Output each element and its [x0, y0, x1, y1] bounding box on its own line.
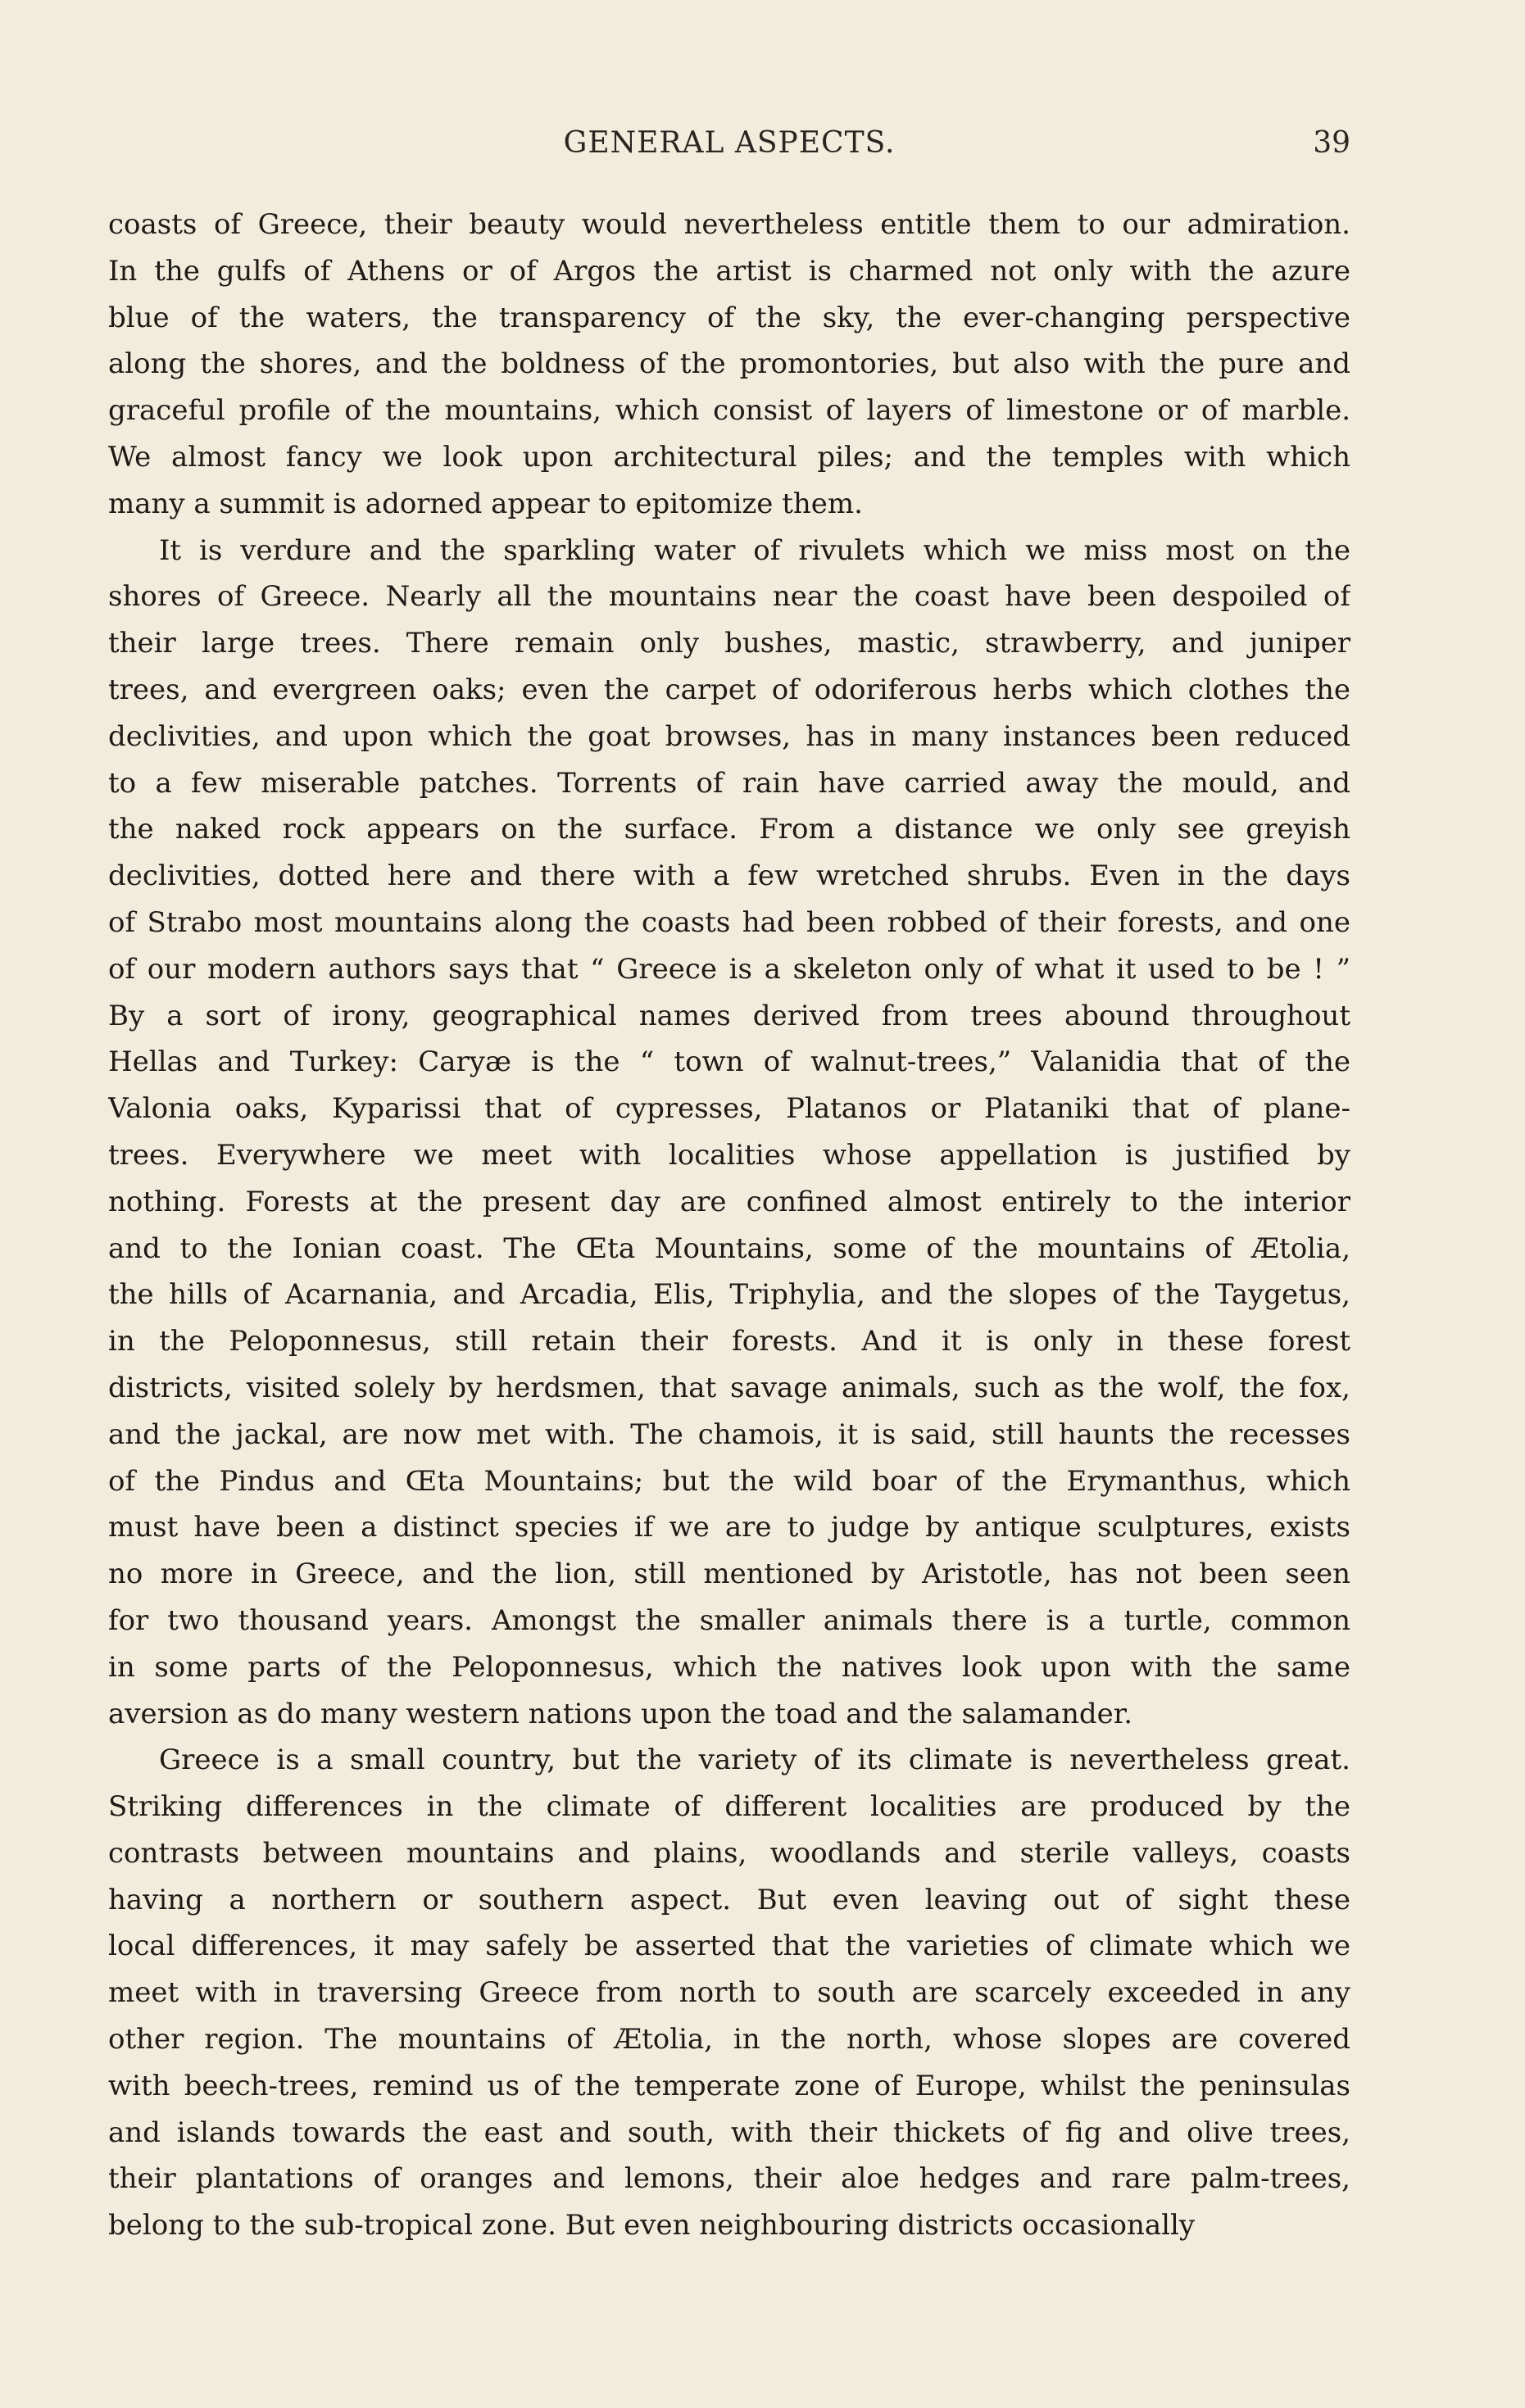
- page-number: 39: [1313, 126, 1350, 160]
- text-line: of Strabo most mountains along the coasts had been robbed of their forests, and one: [108, 905, 1350, 939]
- text-line: local differences, it may safely be asserted that the varieties of climate which we: [108, 1930, 1350, 1963]
- text-line: declivities, dotted here and there with a few wretched shrubs. Even in the days: [108, 859, 1350, 893]
- text-line: in some parts of the Peloponnesus, which the natives look upon with the same: [108, 1650, 1350, 1684]
- text-line: many a summit is adorned appear to epitomize them.: [108, 487, 863, 520]
- paragraph: [108, 528, 1350, 1738]
- text-line: the hills of Acarnania, and Arcadia, Elis, Triphylia, and the slopes of the Taygetus,: [108, 1278, 1350, 1312]
- text-line: having a northern or southern aspect. But even leaving out of sight these: [108, 1883, 1350, 1916]
- text-line: nothing. Forests at the present day are confined almost entirely to the interior: [108, 1185, 1350, 1218]
- text-line: the naked rock appears on the surface. From a distance we only see greyish: [108, 813, 1350, 846]
- text-line: We almost fancy we look upon architectural piles; and the temples with which: [108, 440, 1350, 474]
- text-line: contrasts between mountains and plains, woodlands and sterile valleys, coasts: [108, 1836, 1350, 1870]
- text-line: no more in Greece, and the lion, still mentioned by Aristotle, has not been seen: [108, 1558, 1350, 1591]
- body-text: [108, 202, 1350, 2249]
- text-line: for two thousand years. Amongst the smaller animals there is a turtle, common: [108, 1603, 1350, 1637]
- text-line: Hellas and Turkey: Caryæ is the “ town of walnut-trees,” Valanidia that of the: [108, 1045, 1350, 1079]
- running-head: [108, 123, 1350, 172]
- text-line: along the shores, and the boldness of the promontories, but also with the pure and: [108, 347, 1350, 381]
- text-line: declivities, and upon which the goat browses, has in many instances been reduced: [108, 719, 1350, 753]
- text-line: belong to the sub-tropical zone. But even neighbouring districts occasionally: [108, 2209, 1196, 2242]
- text-line: of our modern authors says that “ Greece is a skeleton only of what it used to be ! ”: [108, 952, 1350, 986]
- paragraph: [108, 202, 1350, 528]
- text-line: Valonia oaks, Kyparissi that of cypresses, Platanos or Plataniki that of plane-: [108, 1092, 1350, 1126]
- text-line: and the jackal, are now met with. The chamois, it is said, still haunts the recesses: [108, 1417, 1350, 1451]
- text-line: blue of the waters, the transparency of the sky, the ever-changing perspective: [108, 301, 1350, 334]
- text-line: must have been a distinct species if we are to judge by antique sculptures, exists: [108, 1511, 1350, 1544]
- text-line: and to the Ionian coast. The Œta Mountains, some of the mountains of Ætolia,: [108, 1231, 1350, 1265]
- text-line: meet with in traversing Greece from north to south are scarcely exceeded in any: [108, 1976, 1350, 2010]
- text-line: other region. The mountains of Ætolia, in the north, whose slopes are covered: [108, 2023, 1350, 2057]
- text-line: their plantations of oranges and lemons, their aloe hedges and rare palm-trees,: [108, 2162, 1350, 2196]
- paragraph: [108, 1737, 1350, 2249]
- text-line: and islands towards the east and south, with their thickets of fig and olive trees,: [108, 2116, 1350, 2149]
- text-line: In the gulfs of Athens or of Argos the artist is charmed not only with the azure: [108, 254, 1350, 288]
- text-line: Striking differences in the climate of different localities are produced by the: [108, 1790, 1350, 1824]
- text-line: in the Peloponnesus, still retain their forests. And it is only in these forest: [108, 1325, 1350, 1358]
- text-line: shores of Greece. Nearly all the mountains near the coast have been despoiled of: [108, 580, 1350, 614]
- running-title: GENERAL ASPECTS.: [563, 126, 896, 160]
- text-line: Greece is a small country, but the variety of its climate is nevertheless great.: [159, 1744, 1350, 1777]
- text-line: with beech-trees, remind us of the temperate zone of Europe, whilst the peninsulas: [108, 2069, 1350, 2102]
- text-line: graceful profile of the mountains, which consist of layers of limestone or of marble.: [108, 394, 1350, 428]
- text-line: It is verdure and the sparkling water of rivulets which we miss most on the: [159, 533, 1350, 567]
- text-line: districts, visited solely by herdsmen, that savage animals, such as the wolf, the fox,: [108, 1371, 1350, 1404]
- text-line: trees, and evergreen oaks; even the carpet of odoriferous herbs which clothes the: [108, 673, 1350, 706]
- text-line: coasts of Greece, their beauty would nevertheless entitle them to our admiration.: [108, 208, 1350, 241]
- text-line: trees. Everywhere we meet with localities whose appellation is justified by: [108, 1138, 1350, 1172]
- text-line: By a sort of irony, geographical names derived from trees abound throughout: [108, 999, 1350, 1032]
- text-line: of the Pindus and Œta Mountains; but the wild boar of the Erymanthus, which: [108, 1464, 1350, 1498]
- text-line: to a few miserable patches. Torrents of rain have carried away the mould, and: [108, 766, 1350, 800]
- text-line: aversion as do many western nations upon the toad and the salamander.: [108, 1697, 1133, 1730]
- text-line: their large trees. There remain only bushes, mastic, strawberry, and juniper: [108, 627, 1350, 660]
